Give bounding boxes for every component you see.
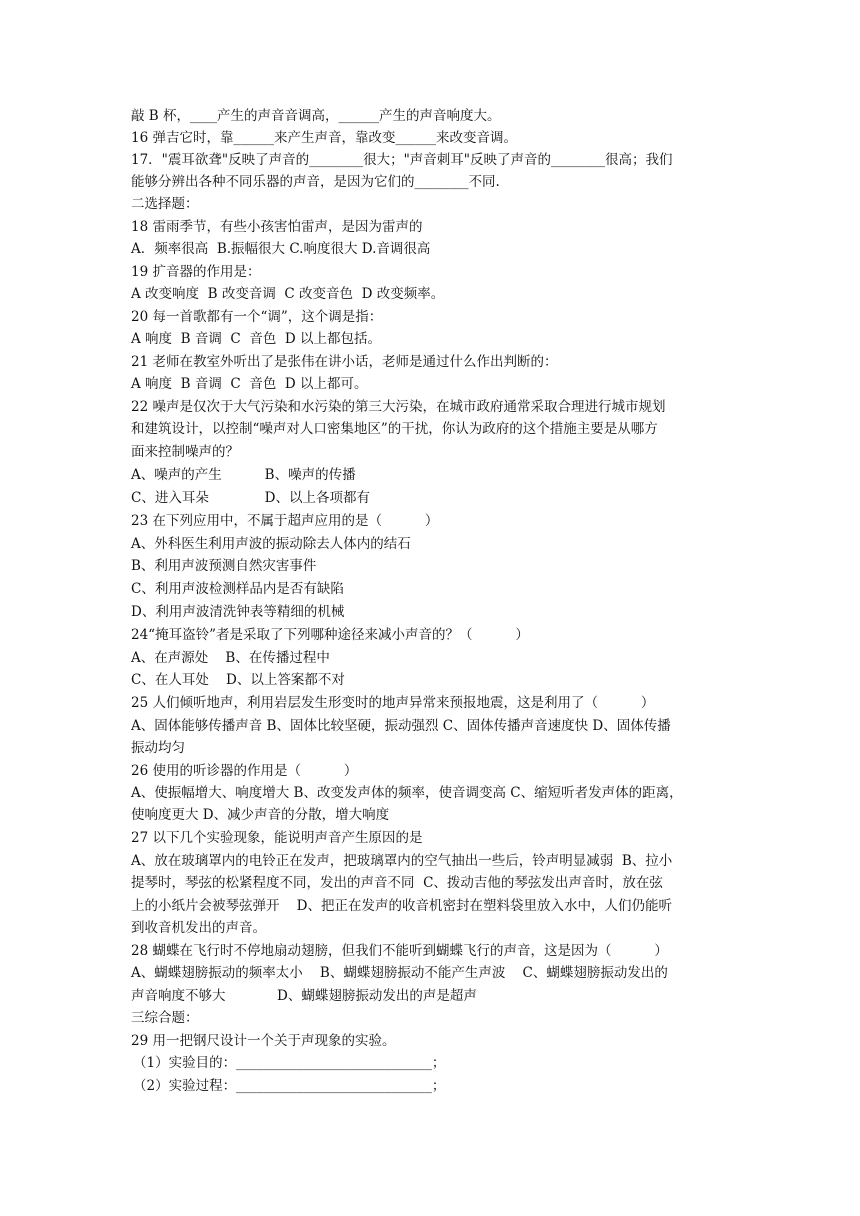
text-line: 26 使用的听诊器的作用是（ ） bbox=[131, 763, 358, 779]
text-line: 29 用一把钢尺设计一个关于声现象的实验。 bbox=[131, 1033, 396, 1049]
text-line: D、利用声波清洗钟表等精细的机械 bbox=[131, 604, 345, 620]
text-line: 提琴时，琴弦的松紧程度不同，发出的声音不同 C、拨动吉他的琴弦发出声音时，放在弦 bbox=[131, 875, 663, 891]
text-line: C、进入耳朵 D、以上各项都有 bbox=[131, 490, 370, 506]
text-line: C、在人耳处 D、以上答案都不对 bbox=[131, 672, 345, 688]
text-line: 24“掩耳盗铃”者是采取了下列哪种途径来减小声音的？（ ） bbox=[131, 627, 529, 643]
text-line: A、放在玻璃罩内的电铃正在发声，把玻璃罩内的空气抽出一些后，铃声明显减弱 B、拉小 bbox=[131, 853, 673, 869]
text-line: 23 在下列应用中，不属于超声应用的是（ ） bbox=[131, 513, 439, 529]
text-line: A．频率很高 B.振幅很大 C.响度很大 D.音调很高 bbox=[131, 241, 431, 257]
text-line: 25 人们倾听地声，利用岩层发生形变时的地声异常来预报地震，这是利用了（ ） bbox=[131, 695, 655, 711]
text-line: A 响度 B 音调 C 音色 D 以上都包括。 bbox=[131, 331, 382, 347]
text-line: 21 老师在教室外听出了是张伟在讲小话，老师是通过什么作出判断的： bbox=[131, 354, 558, 370]
text-line: 使响度更大 D、减少声音的分散，增大响度 bbox=[131, 807, 390, 823]
text-line: 16 弹吉它时，靠______来产生声音，靠改变______来改变音调。 bbox=[131, 130, 517, 146]
text-line: 19 扩音器的作用是： bbox=[131, 264, 261, 280]
text-line: A、使振幅增大、响度增大 B、改变发声体的频率，使音调变高 C、缩短听者发声体的距离， bbox=[131, 785, 683, 801]
text-line: A、噪声的产生 B、噪声的传播 bbox=[131, 467, 356, 483]
text-line: A 改变响度 B 改变音调 C 改变音色 D 改变频率。 bbox=[131, 286, 445, 302]
text-line: A、蝴蝶翅膀振动的频率太小 B、蝴蝶翅膀振动不能产生声波 C、蝴蝶翅膀振动发出的 bbox=[131, 965, 668, 981]
text-line: 到收音机发出的声音。 bbox=[131, 920, 266, 936]
text-line: 18 雷雨季节，有些小孩害怕雷声，是因为雷声的 bbox=[131, 219, 423, 235]
text-line: 22 噪声是仅次于大气污染和水污染的第三大污染，在城市政府通常采取合理进行城市规划 bbox=[131, 399, 666, 415]
text-line: 27 以下几个实验现象，能说明声音产生原因的是 bbox=[131, 830, 423, 846]
text-line: 敲 B 杯，____产生的声音音调高，______产生的声音响度大。 bbox=[131, 108, 501, 124]
answer-line: （2）实验过程：_____________________________； bbox=[133, 1078, 446, 1094]
text-line: B、利用声波预测自然灾害事件 bbox=[131, 558, 317, 574]
text-line: 17．"震耳欲聋"反映了声音的________很大；"声音刺耳"反映了声音的________很高；我们 bbox=[131, 152, 673, 168]
text-line: A、在声源处 B、在传播过程中 bbox=[131, 650, 330, 666]
text-line: 能够分辨出各种不同乐器的声音，是因为它们的________不同. bbox=[131, 174, 500, 190]
text-line: A、外科医生利用声波的振动除去人体内的结石 bbox=[131, 536, 411, 552]
text-line: A 响度 B 音调 C 音色 D 以上都可。 bbox=[131, 376, 368, 392]
text-line: C、利用声波检测样品内是否有缺陷 bbox=[131, 581, 344, 597]
text-line: 振动均匀 bbox=[131, 740, 185, 756]
text-line: 上的小纸片会被琴弦弹开 D、把正在发声的收音机密封在塑料袋里放入水中，人们仍能听 bbox=[131, 898, 672, 914]
text-line: 28 蝴蝶在飞行时不停地扇动翅膀，但我们不能听到蝴蝶飞行的声音，这是因为（ ） bbox=[131, 943, 668, 959]
text-line: 声音响度不够大 D、蝴蝶翅膀振动发出的声是超声 bbox=[131, 988, 477, 1004]
text-line: 20 每一首歌都有一个“调”，这个调是指： bbox=[131, 309, 383, 325]
text-line: A、固体能够传播声音 B、固体比较坚硬，振动强烈 C、固体传播声音速度快 D、固体传播 bbox=[131, 718, 671, 734]
section-heading: 三综合题： bbox=[131, 1010, 199, 1026]
text-line: 和建筑设计，以控制“噪声对人口密集地区”的干扰，你认为政府的这个措施主要是从哪方 bbox=[131, 421, 658, 437]
answer-line: （1）实验目的：_____________________________； bbox=[133, 1055, 446, 1071]
section-heading: 二选择题： bbox=[131, 196, 199, 212]
text-line: 面来控制噪声的？ bbox=[131, 444, 239, 460]
